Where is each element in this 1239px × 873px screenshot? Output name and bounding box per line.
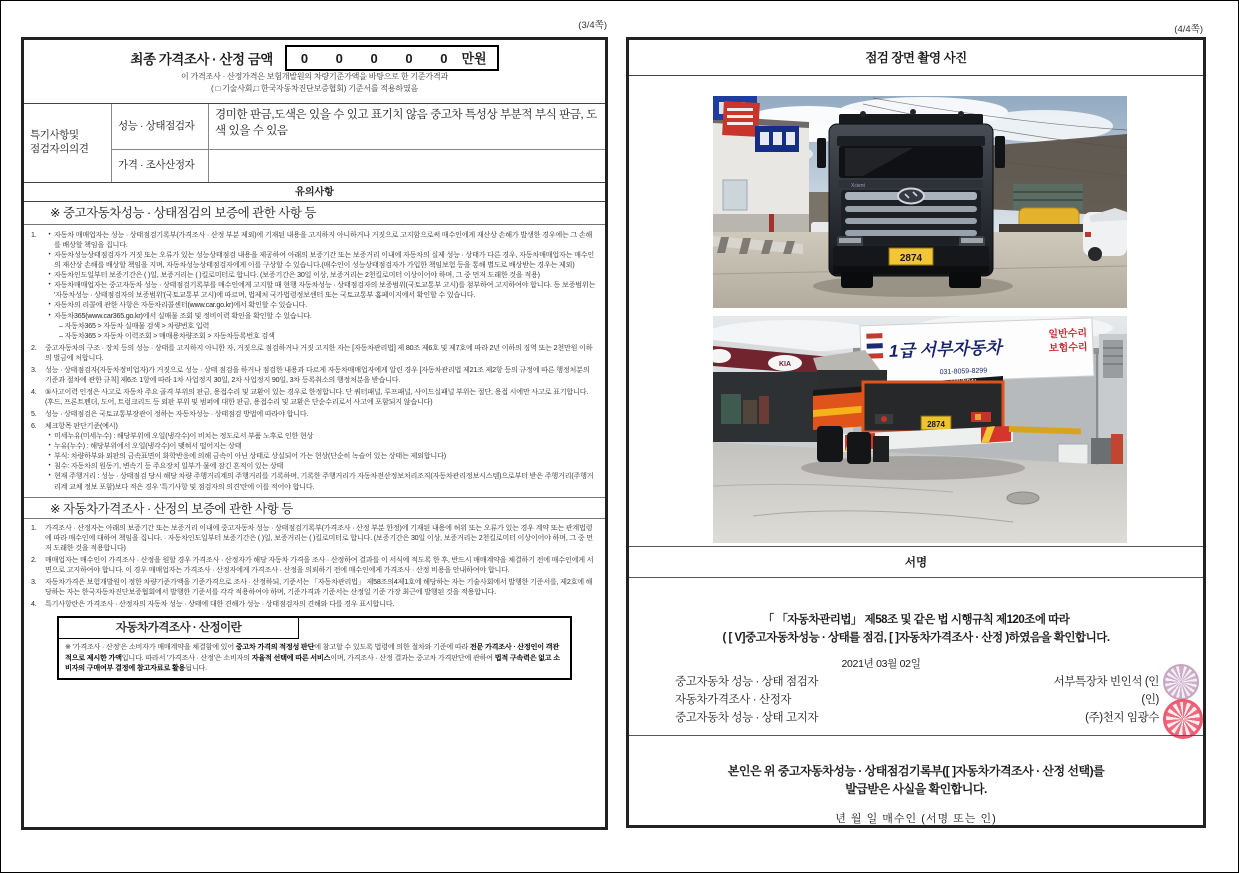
- shop-sign: [860, 318, 1094, 384]
- signature-date: 2021년 03월 02일: [841, 657, 921, 670]
- notice-item: 4. 특기사항란은 가격조사 · 산정자의 자동차 성능 · 상태에 대한 견해가 성능 · 상태점검자의 견해와 다를 경우 표시합니다.: [31, 600, 395, 608]
- notice-section1-title: ※ 중고자동차성능 · 상태점검의 보증에 관한 사항 등: [24, 202, 605, 225]
- photo-section-title: 점검 장면 촬영 사진: [629, 40, 1203, 76]
- shop-sign-phone-text: 031-8059-8299: [939, 367, 988, 377]
- page-number-left: (3/4쪽): [578, 20, 607, 31]
- notice-item: 3. 자동차가격은 보험개발원이 정한 차량기준가액을 기준가격으로 조사 · 산정하되, 기준서는 「자동차관리법」 제58조의4제1호에 해당하는 자는 기술사회에서 발행한 기준서를, 제2호에 해당하는 자는 한국자동차진단보증협회에서 발행한 기준서를 각각 적용하여야 하며, 기준가격과 기준서는 산정일 기준 가장 최근에 발행된 것을 적용합니다.: [31, 577, 593, 596]
- shop-sign-sub1-text: 일반수리: [1048, 328, 1088, 341]
- appraiser-label-cell: 가격 · 조사산정자: [112, 150, 209, 182]
- front-license-plate: 2874: [899, 253, 923, 264]
- truck-front-illustration: [713, 96, 1127, 308]
- final-price-title: 최종 가격조사 · 산정 금액: [130, 52, 273, 67]
- confirmation-line2: 발급받은 사실을 확인합니다.: [845, 782, 987, 796]
- truck-front: [813, 109, 1013, 297]
- shop-sign-sub2-text: 보험수리: [1048, 342, 1088, 355]
- notice-item: 5. 성능 · 상태점검은 국토교통부장관이 정하는 자동차성능 · 상태점검 방법에 따라야 합니다.: [31, 410, 309, 419]
- signature-block: [629, 578, 1203, 728]
- price-basis-line2: ( □ 기술사회,□ 한국자동차진단보증협회) 기준서를 적용하였음: [211, 83, 418, 93]
- buyer-confirmation-block: [629, 735, 1203, 826]
- notice-bar-title: 유의사항: [24, 183, 605, 202]
- inspection-photo-truck-front: [713, 96, 1127, 308]
- notice-item: 1. 가격조사 · 산정자는 아래의 보증기간 또는 보증거리 이내에 중고자동차 성능 · 상태점검기록부(가격조사 · 산정 부분 한정)에 기재된 내용에 허위 또는 오류가 있는 경우 계약 또는 관계법령에 따라 매수인에 대하여 책임을 집니다. · 자동차인도일부터 보증기간은 ( )일, 보증거리는 ( )킬로미터로 합니다. (보증기간은 30일 이상, 보증거리는 2천킬로미터 이상이어야 하며, 그 중 먼저 도래한 것을 적용합니다): [31, 523, 593, 552]
- form-page-4: [626, 37, 1206, 828]
- truck-brand-text: Xcient: [851, 183, 865, 189]
- notice-section2-items: [31, 523, 596, 610]
- price-definition-title: 자동차가격조사 · 산정이란: [59, 618, 299, 639]
- form-page-3: [21, 37, 608, 830]
- signature-name-value: (인): [1141, 694, 1159, 707]
- amount-unit: 만원: [461, 51, 487, 66]
- confirmation-line1: 본인은 위 중고자동차성능 · 상태점검기록부([ ]자동차가격조사 · 산정 선택)를: [727, 764, 1105, 778]
- price-definition-text: ※ '가격조사 · 산정'은 소비자가 매매계약을 체결함에 있어 중고차 가격의 적정성 판단에 참고할 수 있도록 법령에 의한 절차와 기준에 따라 전문 가격조사 · 산정인이 객관적으로 제시한 가액입니다. 따라서 '가격조사 · 산정'은 소비자의 자율적 선택에 따른 서비스이며, 가격조사 · 산정 결과는 중고차 가격판단에 관하여 법적 구속력은 없고 소비자의 구매여부 결정에 참고자료로 활용됩니다.: [65, 643, 560, 673]
- remarks-rowhead-line2: 점검자의의견: [30, 143, 89, 155]
- rear-license-plate: 2874: [927, 420, 945, 429]
- signature-name-value: (주)천지 임광수: [1085, 709, 1173, 727]
- signature-name-value: 서부특장차 빈인석 (인: [1054, 673, 1173, 691]
- notice-item: 3. 성능 · 상태점검자(자동차정비업자)가 거짓으로 성능 · 상태 점검을 하거나 점검한 내용과 다르게 자동차매매업자에게 알린 경우 [자동차관리법 제21조 제2항 등의 규정에 따른 행정처분의 기준과 절차에 관한 규칙] 제6조 1항에 따라 1차 사업정지 30일, 2차 사업정지 90일, 3차 등록취소의 행정처분을 받습니다.: [31, 365, 590, 384]
- notice-item: 4. ⑤사고이력 인정은 사고로 자동차 주요 골격 부위의 판금, 용접수리 및 교환이 있는 경우로 한정합니다. 단 쿼터패널, 루프패널, 사이드실패널 부위는 절단, 용접 시에만 사고로 표기합니다. (후드, 프론트펜더, 도어, 트렁크리드 등 외판 부위 및 범퍼에 대한 판금, 용접수리 및 교환은 단순수리로서 사고에 포함되지 않습니다): [31, 387, 589, 406]
- notice-content: [24, 225, 605, 680]
- kia-logo-text: KIA: [778, 361, 792, 368]
- buyer-sign-line: 년 월 일 매수인 (서명 또는 인): [835, 813, 997, 825]
- notice-section2-title: ※ 자동차가격조사 · 산정의 보증에 관한 사항 등: [24, 497, 605, 519]
- inspector-label-cell: 성능 · 상태점검자: [112, 104, 209, 150]
- signature-row: [629, 673, 1203, 691]
- final-price-header: [24, 40, 605, 104]
- shop-sign-main-text: 1급 서부자동차: [888, 338, 1002, 361]
- signature-role-label: 중고자동차 성능 · 상태 고지자: [675, 712, 819, 725]
- signature-role-label: 자동차가격조사 · 산정자: [675, 694, 792, 707]
- truck-rear-illustration: [713, 316, 1127, 543]
- notice-item: 2. 중고자동차의 구조 · 장치 등의 성능 · 상태를 고지하지 아니한 자, 거짓으로 점검하거나 거짓 고지한 자는 [자동차관리법] 제 80조 제6호 및 제7호에 따라 2년 이하의 징역 또는 2천만원 이하의 벌금에 처합니다.: [31, 343, 593, 362]
- notice-section1-items: [31, 230, 596, 492]
- signature-row: [629, 691, 1203, 709]
- signature-role-label: 중고자동차 성능 · 상태 점검자: [675, 675, 819, 688]
- remarks-rowhead-line1: 특기사항및: [30, 129, 79, 142]
- appraiser-remark-cell: [209, 150, 605, 182]
- white-sedan: [1083, 208, 1127, 261]
- signature-row: [629, 709, 1203, 727]
- amount-digits: 0 0 0 0 0: [300, 51, 460, 66]
- price-basis-line1: 이 가격조사 · 산정가격은 보험개발원의 차량기준가액을 바탕으로 한 기준가격과: [180, 72, 449, 81]
- notice-item: 6. 체크항목 판단기준(예시) • 미세누유(미세누수) : 해당부위에 오일(냉각수)이 비치는 정도로서 부품 노후로 인한 현상 • 누유(누수) : 해당부위에서 오일(냉각수)이 맺혀서 떨어지는 상태 • 부식: 차량하부와 외판의 금속표면이 화학반응에 의해 금속이 아닌 상태로 상실되어 가는 현상(단순히 녹슬어 있는 상태는 제외합니다) • 침수: 자동차의 원동기, 변속기 등 주요장치 일부가 물에 잠긴 흔적이 있는 상태 • 현재 주행거리 : 성능 · 상태점검 당시 해당 차량 주행거리계의 주행거리를 기록하며, 기록한 주행거리가 자동차전산정보처리조직(자동차관리정보시스템)으로부터 받은 주행거리(주행거리계 교체 정보 포함)보다 적은 경우 '특기사항 및 점검자의 의견'란에 이를 적어야 합니다.: [31, 422, 594, 491]
- special-remarks-table: [24, 104, 605, 183]
- law-reference-line1: 「 「자동차관리법」 제58조 및 같은 법 시행규칙 제120조에 따라: [762, 614, 1070, 626]
- signature-section-title: 서명: [629, 546, 1203, 578]
- price-definition-box: [57, 616, 572, 680]
- law-reference-line2: ( [ V]중고자동차성능 · 상태를 점검, [ ]자동차가격조사 · 산정 )하였음을 확인합니다.: [722, 631, 1110, 644]
- inspector-remark-cell: 경미한 판금,도색은 있을 수 있고 표기치 않음 중고차 특성상 부분적 부식 판금, 도색 있을 수 있음: [209, 104, 605, 150]
- notice-item: 2. 매매업자는 매수인이 가격조사 · 산정을 원할 경우 가격조사 · 산정자가 해당 자동차 가격을 조사 · 산정하여 결과를 이 서식에 적도록 한 후, 반드시 매매계약을 체결하기 전에 매수인에게 서면으로 고지하여야 합니다. 이 경우 매매업자는 가격조사 · 산정자에게 가격조사 · 산정을 의뢰하기 전에 매수인에게 가격조사 · 산정 비용을 안내하여야 합니다.: [31, 555, 594, 574]
- page-number-right: (4/4쪽): [1174, 24, 1203, 35]
- notice-item: 1. • 자동차 매매업자는 성능 · 상태점검기록부(가격조사 · 산정 부분 제외)에 기재된 내용을 고지하지 아니하거나 거짓으로 고지함으로써 매수인에게 재산상 손해가 발생한 경우에는 그 손해를 배상할 책임을 집니다. • 자동차성능상태점검자가 거짓 또는 오류가 있는 성능상태점검 내용을 제공하여 아래의 보증기간 또는 보증거리 이내에 자동차의 실제 성능 · 상태가 다른 경우, 자동차매매업자는 매수인의 재산상 손해를 배상할 책임을 지며, 자동차성능상태점검자에게 이를 구상할 수 있습니다.(매수인이 성능상태점검자가 가입한 책임보험 등을 통해 별도로 배상받는 경우는 제외) • 자동차인도일부터 보증기간은 ( )일, 보증거리는 ( )킬로미터로 합니다. (보증기간은 30일 이상, 보증거리는 2천킬로미터 이상이어야 하며, 그 중 먼저 도래한 것을 적용) • 자동차매매업자는 중고자동차 성능 · 상태점검기록부를 매수인에게 고지할 때 현행 자동차성능 · 상태점검자의 보증범위(국토교통부 고시)를 첨부하여 고지하여야 합니다. 동 보증범위는 '자동차성능 · 상태점검자의 보증범위'(국토교통부 고시)에 따르며, 법제처 국가법령정보센터 또는 국토교통부 홈페이지에서 확인할 수 있습니다. • 자동차의 리콜에 관한 사항은 자동차리콜센터(www.car.go.kr)에서 확인할 수 있습니다. • 자동차365(www.car365.go.kr)에서 실매물 조회 및 정비이력 확인을 확인할 수 있습니다. – 자동차365 > 자동차 실매물 검색 > 차량번호 입력 – 자동차365 > 자동차 이력조회 > 매매용차량조회 > 자동차등록번호 검색: [31, 231, 596, 340]
- inspection-photo-truck-rear: [713, 316, 1127, 543]
- remarks-rowhead: [24, 104, 112, 182]
- final-price-amount-box: [285, 45, 499, 71]
- signature-rows: [629, 673, 1203, 728]
